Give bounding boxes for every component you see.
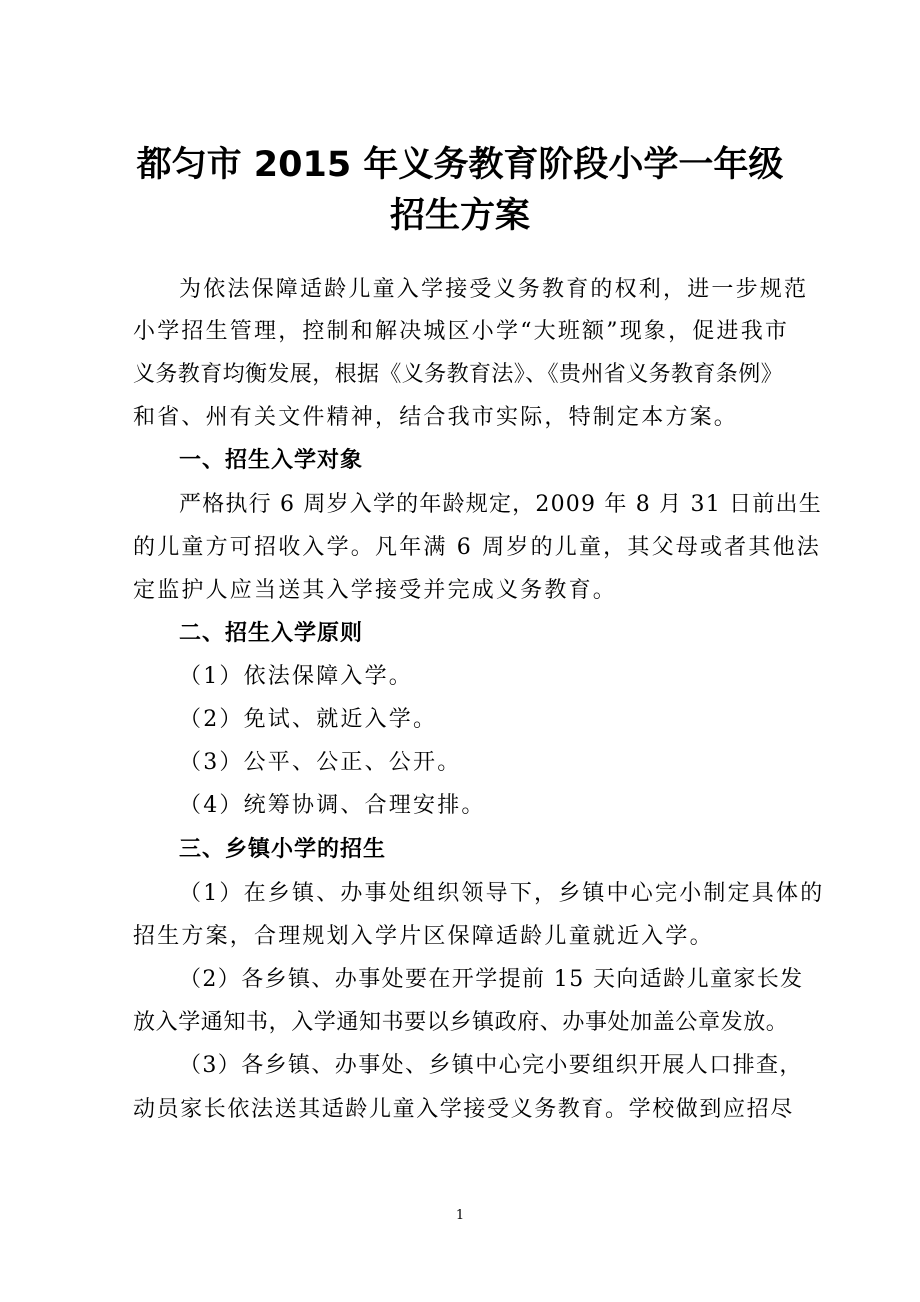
section-3-line: （3）各乡镇、办事处、乡镇中心完小要组织开展人口排查，	[179, 1053, 803, 1078]
section-1-heading: 一、招生入学对象	[179, 448, 364, 473]
section-1-line: 严格执行 6 周岁入学的年龄规定，2009 年 8 月 31 日前出生	[179, 492, 822, 517]
section-3-line: 放入学通知书，入学通知书要以乡镇政府、办事处加盖公章发放。	[133, 1010, 789, 1035]
section-3-line: 招生方案，合理规划入学片区保障适龄儿童就近入学。	[133, 924, 714, 949]
intro-paragraph-line: 小学招生管理，控制和解决城区小学“大班额”现象，促进我市	[133, 319, 790, 344]
section-2-item: （1）依法保障入学。	[179, 664, 413, 689]
section-2-item: （3）公平、公正、公开。	[179, 750, 462, 775]
section-2-item: （4）统筹协调、合理安排。	[179, 793, 486, 818]
section-2-item: （2）免试、就近入学。	[179, 707, 438, 732]
section-3-line: 动员家长依法送其适龄儿童入学接受义务教育。学校做到应招尽	[133, 1097, 794, 1122]
section-1-line: 定监护人应当送其入学接受并完成义务教育。	[133, 578, 618, 603]
document-title-line-2: 招生方案	[389, 196, 530, 236]
section-3-heading: 三、乡镇小学的招生	[179, 837, 387, 862]
intro-paragraph-line: 义务教育均衡发展，根据《义务教育法》、《贵州省义务教育条例》	[133, 362, 784, 387]
section-3-line: （1）在乡镇、办事处组织领导下，乡镇中心完小制定具体的	[179, 881, 825, 906]
document-title-line-1: 都匀市 2015 年义务教育阶段小学一年级	[136, 145, 784, 185]
section-2-heading: 二、招生入学原则	[179, 621, 364, 646]
intro-paragraph-line: 和省、州有关文件精神，结合我市实际，特制定本方案。	[133, 405, 739, 430]
section-3-line: （2）各乡镇、办事处要在开学提前 15 天向适龄儿童家长发	[179, 967, 804, 992]
page-number: 1	[455, 1208, 465, 1223]
section-1-line: 的儿童方可招收入学。凡年满 6 周岁的儿童，其父母或者其他法	[133, 535, 821, 560]
intro-paragraph-line: 为依法保障适龄儿童入学接受义务教育的权利，进一步规范	[179, 277, 809, 302]
